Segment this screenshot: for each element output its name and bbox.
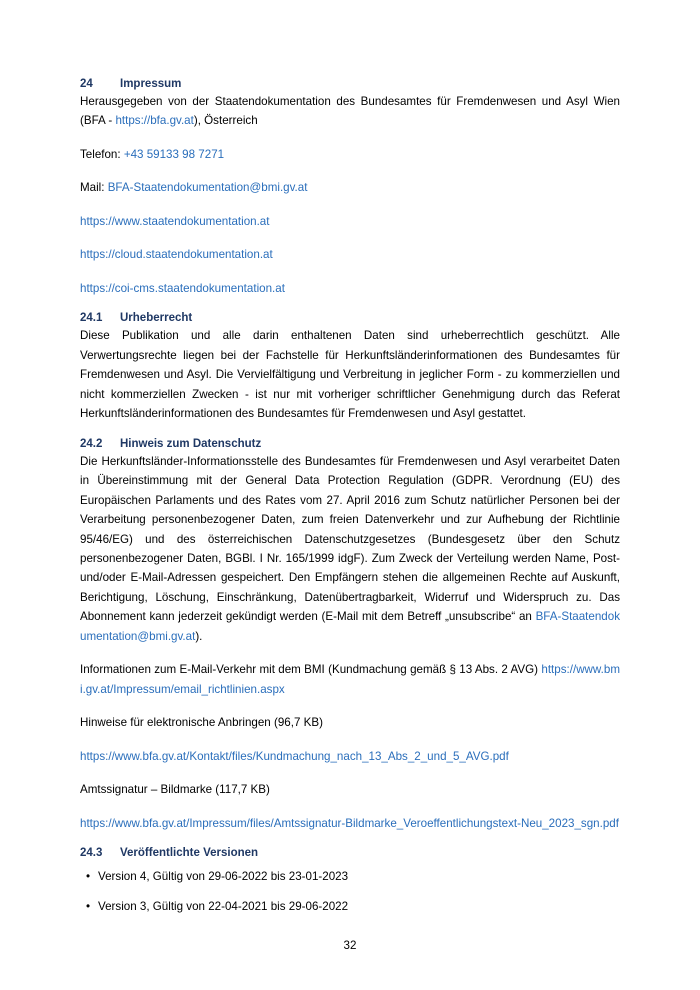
mail-link[interactable]: BFA-Staatendokumentation@bmi.gv.at: [107, 181, 308, 195]
section-heading-datenschutz: [80, 438, 620, 450]
impressum-intro-text-after: ), Österreich: [193, 114, 258, 128]
impressum-intro-text: Herausgegeben von der Staatendokumentation des Bundesamtes für Fremdenwesen und Asyl Wien (BFA -: [80, 95, 620, 128]
impressum-intro-paragraph: [80, 92, 620, 131]
bmi-email-richtlinien-link[interactable]: https://www.bmi.gv.at/Impressum/email_richtlinien.aspx: [80, 663, 620, 696]
telefon-link[interactable]: +43 59133 98 7271: [123, 147, 225, 161]
datenschutz-text-after: ).: [195, 629, 203, 643]
staatendokumentation-link[interactable]: https://www.staatendokumentation.at: [80, 214, 270, 228]
section-number: 24.1: [80, 312, 103, 325]
section-number: 24.2: [80, 437, 103, 450]
urheberrecht-paragraph: Diese Publikation und alle darin enthaltenen Daten sind urheberrechtlich geschützt. Alle Verwertungsrechte liegen bei der Fachstelle für Herkunftsländerinformationen des Bundesamtes für Fremdenwesen und Asyl. Die Vervielfältigung und Verbreitung in jeglicher Form - zu kommerziellen und nicht kommerziellen Zwecken - ist nur mit vorheriger schriftlicher Genehmigung durch das Referat Herkunftsländerinformationen des Bundesamtes für Fremdenwesen und Asyl gestattet.: [80, 329, 620, 421]
amtssignatur-link-paragraph: [80, 814, 620, 833]
mail-paragraph: [80, 178, 620, 197]
bmi-info-paragraph: [80, 660, 620, 699]
bfa-website-link[interactable]: https://bfa.gv.at: [115, 114, 194, 128]
cloud-link-paragraph: [80, 245, 620, 264]
amtssignatur-label: Amtssignatur – Bildmarke (117,7 KB): [80, 783, 270, 797]
section-number: 24.3: [80, 847, 103, 860]
bmi-info-text: Informationen zum E-Mail-Verkehr mit dem BMI (Kundmachung gemäß § 13 Abs. 2 AVG): [80, 663, 542, 677]
section-title: Urheberrecht: [120, 312, 193, 325]
telefon-paragraph: [80, 145, 620, 164]
cloud-staatendokumentation-link[interactable]: https://cloud.staatendokumentation.at: [80, 248, 273, 262]
datenschutz-paragraph: [80, 452, 620, 647]
section-heading-impressum: [80, 78, 620, 90]
datenschutz-text: Die Herkunftsländer-Informationsstelle des Bundesamtes für Fremdenwesen und Asyl verarbeitet Daten in Übereinstimmung mit der General Data Protection Regulation (GDPR. Verordnung (EU) des Europäischen Parlaments und des Rates vom 27. April 2016 zum Schutz natürlicher Personen bei der Verarbeitung personenbezogener Daten, zum freien Datenverkehr und zur Aufhebung der Richtlinie 95/46/EG) und des österreichischen Datenschutzgesetzes (Bundesgesetz über den Schutz personenbezogener Daten, BGBl. I Nr. 165/1999 idgF). Zum Zweck der Verteilung werden Name, Post- und/oder E-Mail-Adressen gespeichert. Den Empfängern stehen die allgemeinen Rechte auf Auskunft, Berichtigung, Löschung, Einschränkung, Datenübertragbarkeit, Widerruf und Widerspruch zu. Das Abonnement kann jederzeit gekündigt werden (E-Mail mit dem Betreff „unsubscribe“ an: [80, 454, 620, 624]
coi-cms-link-paragraph: [80, 279, 620, 298]
telefon-label: Telefon:: [80, 147, 124, 161]
staatendokumentation-link-paragraph: [80, 212, 620, 231]
list-item: • Version 3, Gültig von 22-04-2021 bis 29-06-2022: [98, 897, 620, 916]
versionen-list: [80, 867, 620, 916]
list-item: • Version 4, Gültig von 29-06-2022 bis 23-01-2023: [98, 867, 620, 886]
section-heading-versionen: [80, 847, 620, 859]
coi-cms-staatendokumentation-link[interactable]: https://coi-cms.staatendokumentation.at: [80, 281, 285, 295]
datenschutz-email-link[interactable]: BFA-Staatendokumentation@bmi.gv.at: [80, 610, 620, 643]
kundmachung-pdf-link[interactable]: https://www.bfa.gv.at/Kontakt/files/Kundmachung_nach_13_Abs_2_und_5_AVG.pdf: [80, 749, 509, 763]
mail-label: Mail:: [80, 181, 108, 195]
page-number: 32: [343, 939, 357, 952]
hinweise-link-paragraph: [80, 747, 620, 766]
amtssignatur-pdf-link[interactable]: https://www.bfa.gv.at/Impressum/files/Amtssignatur-Bildmarke_Veroeffentlichungstext-Neu_2023_sgn.pdf: [80, 816, 619, 830]
section-number: 24: [80, 78, 93, 90]
section-title: Veröffentlichte Versionen: [120, 847, 259, 860]
hinweise-label: Hinweise für elektronische Anbringen (96,7 KB): [80, 716, 323, 730]
section-title: Hinweis zum Datenschutz: [120, 437, 262, 450]
section-title: Impressum: [120, 78, 182, 90]
section-heading-urheberrecht: [80, 312, 620, 324]
